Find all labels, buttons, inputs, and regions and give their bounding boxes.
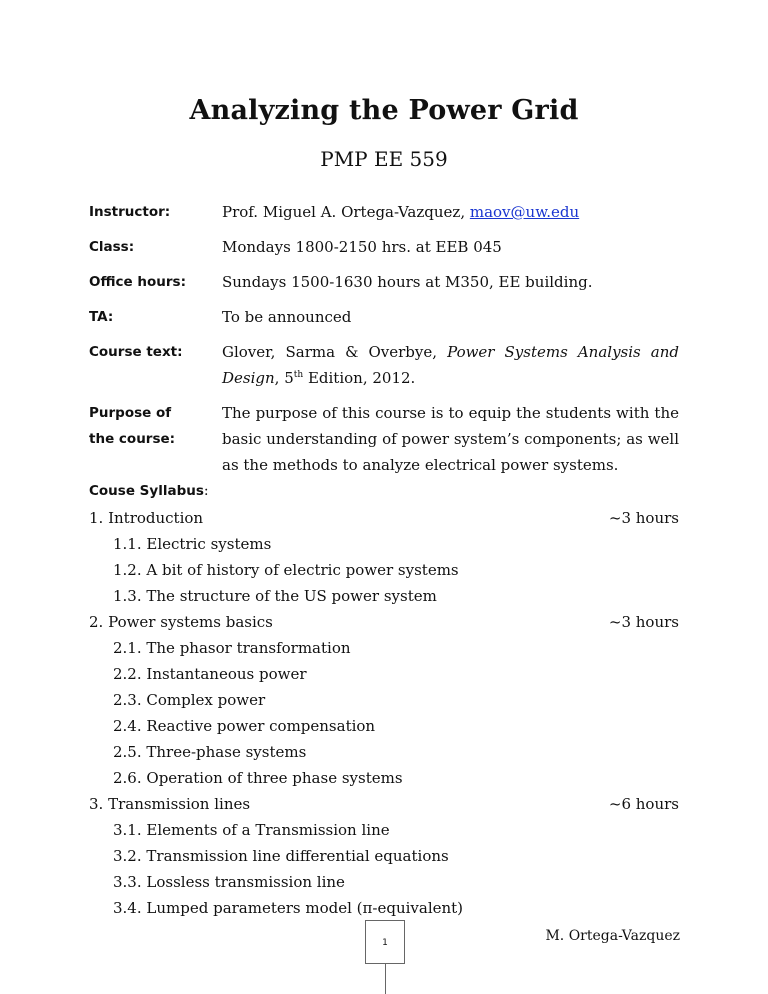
topic-row bbox=[89, 505, 679, 531]
instructor-email-link[interactable]: maov@uw.edu bbox=[469, 203, 580, 221]
ta-row bbox=[89, 304, 679, 330]
subtopic-item: 3.1. Elements of a Transmission line bbox=[113, 821, 390, 839]
subtopic-item: 1.2. A bit of history of electric power systems bbox=[113, 561, 459, 579]
syllabus-heading bbox=[89, 483, 209, 499]
instructor-row bbox=[89, 199, 679, 225]
syllabus-heading-colon: : bbox=[203, 483, 209, 499]
page-number: 1 bbox=[382, 938, 388, 948]
office-hours-label: Office hours: bbox=[89, 274, 186, 290]
topic-hours: ~6 hours bbox=[608, 795, 679, 813]
subtopic-item: 2.6. Operation of three phase systems bbox=[113, 769, 403, 787]
course-text-edition-suffix: th bbox=[293, 370, 304, 380]
course-info bbox=[89, 199, 679, 487]
subtopic-item: 3.4. Lumped parameters model (π-equivalent) bbox=[113, 899, 464, 917]
topic-hours: ~3 hours bbox=[608, 613, 679, 631]
ta-label: TA: bbox=[89, 309, 114, 325]
purpose-label-line1: Purpose of bbox=[89, 405, 172, 421]
document-title: Analyzing the Power Grid bbox=[189, 95, 579, 126]
page-number-box bbox=[365, 920, 405, 964]
purpose-label bbox=[89, 400, 222, 478]
course-text-authors: Glover, Sarma & Overbye, bbox=[222, 343, 448, 361]
class-label: Class: bbox=[89, 239, 135, 255]
course-text-row bbox=[89, 339, 679, 391]
topic-hours: ~3 hours bbox=[608, 509, 679, 527]
subtopic-item: 3.3. Lossless transmission line bbox=[113, 873, 345, 891]
topic-title: 3. Transmission lines bbox=[89, 795, 251, 813]
class-value: Mondays 1800-2150 hrs. at EEB 045 bbox=[222, 238, 502, 256]
course-code: PMP EE 559 bbox=[320, 147, 448, 171]
course-text-label: Course text: bbox=[89, 344, 183, 360]
topic-row bbox=[89, 791, 679, 817]
course-text-edition: , 5 bbox=[274, 369, 294, 387]
subtopic-item: 3.2. Transmission line differential equations bbox=[113, 847, 449, 865]
subtopic-item: 2.3. Complex power bbox=[113, 691, 266, 709]
ta-value: To be announced bbox=[222, 308, 352, 326]
subtopic-item: 2.5. Three-phase systems bbox=[113, 743, 307, 761]
purpose-label-line2: the course: bbox=[89, 431, 176, 447]
topic-title: 1. Introduction bbox=[89, 509, 204, 527]
footer-divider bbox=[385, 964, 386, 994]
office-hours-value: Sundays 1500-1630 hours at M350, EE building. bbox=[222, 273, 593, 291]
purpose-row bbox=[89, 400, 679, 478]
course-text-year: Edition, 2012. bbox=[303, 369, 416, 387]
subtopic-item: 2.4. Reactive power compensation bbox=[113, 717, 376, 735]
office-hours-row bbox=[89, 269, 679, 295]
class-row bbox=[89, 234, 679, 260]
footer-author: M. Ortega-Vazquez bbox=[545, 928, 680, 944]
subtopic-item: 1.3. The structure of the US power system bbox=[113, 587, 437, 605]
course-text-value bbox=[222, 339, 679, 391]
instructor-label: Instructor: bbox=[89, 204, 171, 220]
subtopic-item: 1.1. Electric systems bbox=[113, 535, 272, 553]
syllabus-list bbox=[89, 505, 679, 921]
instructor-value bbox=[222, 199, 679, 225]
subtopic-item: 2.1. The phasor transformation bbox=[113, 639, 351, 657]
course-text-title: Power Systems Analysis and Design bbox=[222, 343, 679, 387]
topic-row bbox=[89, 609, 679, 635]
topic-title: 2. Power systems basics bbox=[89, 613, 273, 631]
syllabus-heading-text: Couse Syllabus bbox=[89, 483, 204, 499]
purpose-value: The purpose of this course is to equip the students with the basic understanding of power system’s components; as well as the methods to analyze electrical power systems. bbox=[222, 404, 679, 474]
instructor-name: Prof. Miguel A. Ortega-Vazquez, bbox=[222, 203, 470, 221]
subtopic-item: 2.2. Instantaneous power bbox=[113, 665, 307, 683]
